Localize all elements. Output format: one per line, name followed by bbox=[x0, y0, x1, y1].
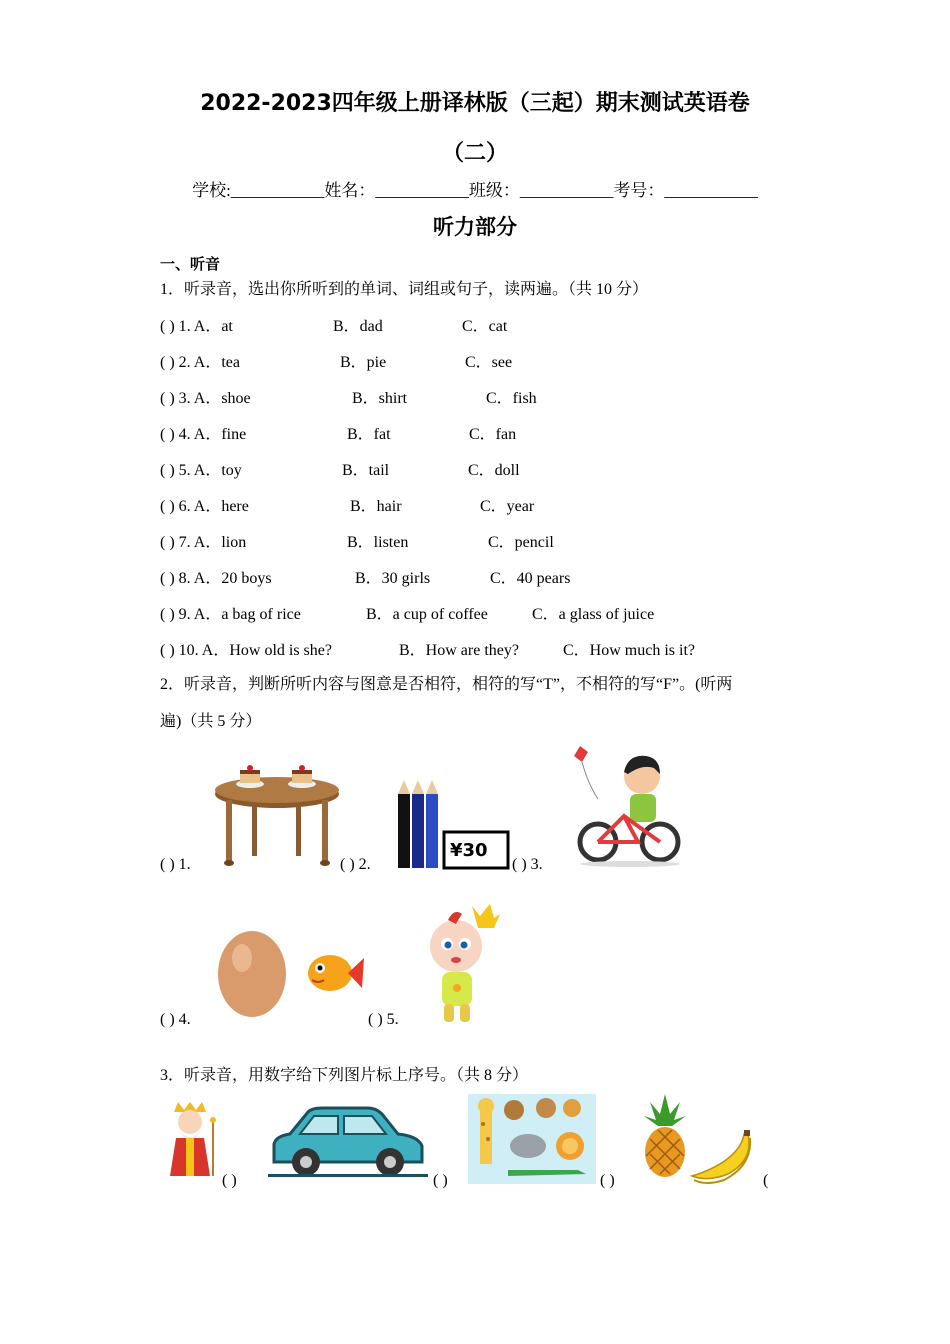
boy-on-bicycle-image bbox=[568, 744, 688, 868]
q1-item-6-b: B．hair bbox=[350, 498, 402, 515]
q1-item-1-b: B．dad bbox=[333, 318, 383, 335]
q2-label-4: ( ) 4. bbox=[160, 1011, 191, 1028]
q1-item-4-a: ( ) 4. A．fine bbox=[160, 426, 247, 443]
q1-item-9-a: ( ) 9. A．a bag of rice bbox=[160, 606, 301, 623]
q1-item-4-b: B．fat bbox=[347, 426, 391, 443]
q1-item-10-b: B．How are they? bbox=[399, 642, 519, 659]
pineapple-image bbox=[640, 1094, 690, 1178]
page-title-suffix: （二） bbox=[441, 141, 508, 166]
q2-label-2: ( ) 2. bbox=[340, 856, 371, 873]
q1-item-2-a: ( ) 2. A．tea bbox=[160, 354, 240, 371]
q1-item-8-c: C．40 pears bbox=[490, 570, 571, 587]
q1-item-5-b: B．tail bbox=[342, 462, 390, 479]
q1-item-10-a: ( ) 10. A．How old is she? bbox=[160, 642, 332, 659]
q1-item-5-c: C．doll bbox=[468, 462, 520, 479]
q2-label-1: ( ) 1. bbox=[160, 856, 191, 873]
q3-paren-2: ( ) bbox=[433, 1172, 448, 1189]
page-title: 2022-2023四年级上册译林版（三起）期末测试英语卷 bbox=[200, 91, 750, 116]
q1-item-9-c: C．a glass of juice bbox=[532, 606, 655, 623]
fish-image bbox=[304, 948, 366, 998]
q1-item-6-c: C．year bbox=[480, 498, 535, 515]
q1-item-9-b: B．a cup of coffee bbox=[366, 606, 488, 623]
q1-item-3-c: C．fish bbox=[486, 390, 537, 407]
q1-item-7-b: B．listen bbox=[347, 534, 409, 551]
q3-instruction: 3．听录音，用数字给下列图片标上序号。（共 8 分） bbox=[160, 1067, 529, 1084]
q1-item-3-b: B．shirt bbox=[352, 390, 408, 407]
q1-item-1 bbox=[160, 313, 233, 336]
table-with-cakes-image bbox=[212, 760, 342, 868]
q1-instruction: 1．听录音，选出你所听到的单词、词组或句子，读两遍。（共 10 分） bbox=[160, 281, 649, 298]
q1-item-1-a: ( ) 1. A．at bbox=[160, 318, 233, 335]
car-image bbox=[268, 1106, 428, 1178]
q1-item-3-a: ( ) 3. A．shoe bbox=[160, 390, 251, 407]
q3-paren-1: ( ) bbox=[222, 1172, 237, 1189]
q2-instruction-line1: 2．听录音，判断所听内容与图意是否相符，相符的写“T”，不相符的写“F”。(听两 bbox=[160, 676, 733, 693]
king-image bbox=[160, 1100, 222, 1178]
q1-item-8-a: ( ) 8. A．20 boys bbox=[160, 570, 272, 587]
q1-item-7-a: ( ) 7. A．lion bbox=[160, 534, 247, 551]
q1-item-5-a: ( ) 5. A．toy bbox=[160, 462, 242, 479]
section-title: 听力部分 bbox=[433, 215, 517, 239]
bananas-image bbox=[688, 1130, 754, 1184]
q1-item-1-c: C．cat bbox=[462, 318, 508, 335]
student-info-line: 学校:___________姓名：___________班级：___________考号：___________ bbox=[192, 181, 758, 200]
price-tag-label: ¥30 bbox=[450, 840, 488, 861]
animals-image bbox=[468, 1094, 596, 1184]
q1-item-8-b: B．30 girls bbox=[355, 570, 431, 587]
part-heading: 一、听音 bbox=[160, 255, 221, 273]
q1-item-4-c: C．fan bbox=[469, 426, 517, 443]
q1-item-6-a: ( ) 6. A．here bbox=[160, 498, 249, 515]
q1-item-2-b: B．pie bbox=[340, 354, 387, 371]
egg-image bbox=[216, 924, 288, 1018]
q2-label-3: ( ) 3. bbox=[512, 856, 543, 873]
q1-item-2-c: C．see bbox=[465, 354, 513, 371]
q3-paren-3: ( ) bbox=[600, 1172, 615, 1189]
q1-item-7-c: C．pencil bbox=[488, 534, 554, 551]
q2-instruction-line2: 遍)（共 5 分） bbox=[160, 713, 262, 730]
baby-doll-image bbox=[420, 900, 502, 1026]
q2-label-5: ( ) 5. bbox=[368, 1011, 399, 1028]
q1-item-10-c: C．How much is it? bbox=[563, 642, 695, 659]
q3-paren-4: ( bbox=[763, 1172, 769, 1189]
